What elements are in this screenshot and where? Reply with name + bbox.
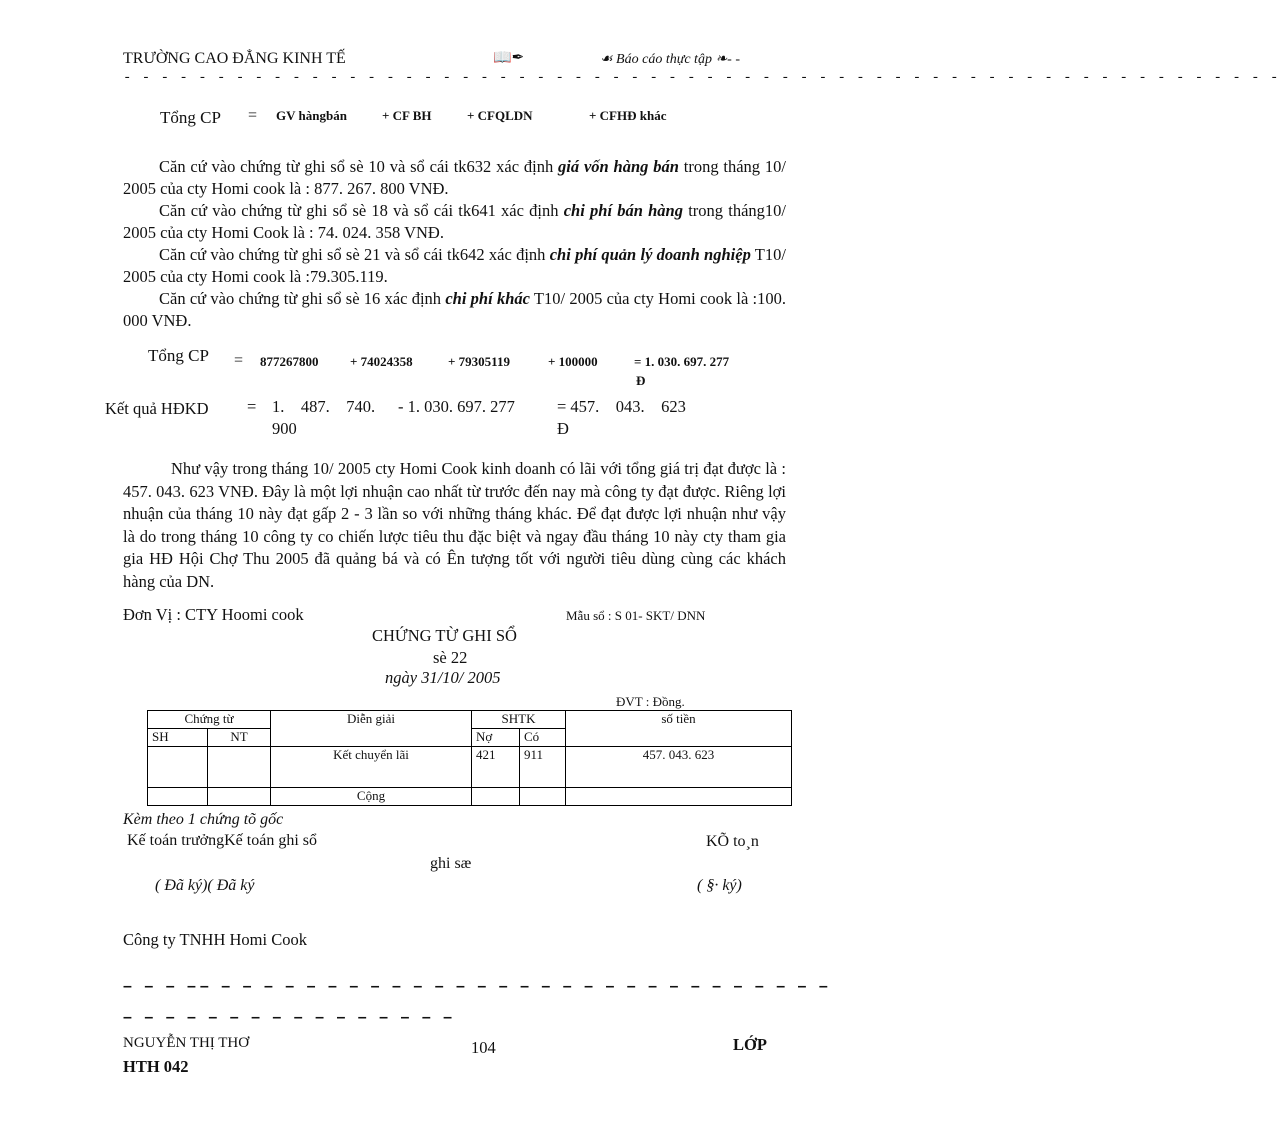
footer-page-number: 104 (471, 1038, 496, 1057)
formula3-term1: 1. 487. 740. (272, 397, 376, 416)
header-doc: Chứng từ (148, 711, 271, 729)
formula2-unit: Đ (636, 373, 646, 388)
formula2-term1: 877267800 (260, 354, 319, 369)
voucher-unit: Đơn Vị : CTY Hoomi cook (123, 605, 304, 624)
formula1-eq: = (248, 107, 258, 124)
formula3-lhs: Kết quả HĐKD (105, 399, 209, 418)
formula2-term3: + 79305119 (448, 354, 510, 369)
formula1-lhs: Tổng CP (160, 108, 221, 127)
signature-left-titles: Kế toán trưởngKế toán ghi sổ (127, 832, 317, 849)
formula1-term4: + CFHĐ khác (589, 108, 667, 123)
table-row (148, 747, 792, 788)
signature-right-signed: ( §· ký) (697, 877, 742, 894)
formula1-term3: + CFQLDN (467, 108, 533, 123)
table-total-row (148, 788, 792, 806)
total-label: Cộng (271, 788, 472, 806)
footer-class-code: HTH 042 (123, 1057, 189, 1076)
voucher-attach: Kèm theo 1 chứng tõ gốc (123, 811, 284, 828)
signature-mid: ghi sæ (430, 855, 472, 872)
formula2-term2: + 74024358 (350, 354, 413, 369)
row-debit: 421 (472, 747, 520, 788)
voucher-currency: ĐVT : Đồng. (616, 694, 685, 709)
formula2-result: = 1. 030. 697. 277 (634, 354, 730, 369)
signature-left-signed: ( Đã ký)( Đã ký (155, 877, 255, 894)
voucher-table (147, 710, 792, 806)
header-sh: SH (148, 729, 208, 747)
book-pen-icon: 📖✒ (493, 50, 525, 66)
paragraph-cogs: Căn cứ vào chứng từ ghi sổ sè 10 và sổ cái tk632 xác định giá vốn hàng bán trong tháng 10/ 2005 của cty Homi cook là : 877. 267. 800 VNĐ. (123, 157, 786, 198)
voucher-form: Mẫu sổ : S 01- SKT/ DNN (566, 608, 706, 623)
paragraph-other-cost: Căn cứ vào chứng từ ghi sổ sè 16 xác định chi phí khác T10/ 2005 của cty Homi cook là :100. 000 VNĐ. (123, 289, 786, 330)
formula2-term4: + 100000 (548, 354, 598, 369)
row-amount: 457. 043. 623 (566, 747, 792, 788)
voucher-number: sè 22 (433, 648, 468, 667)
header-amount: số tiền (566, 711, 792, 747)
paragraph-admin-cost: Căn cứ vào chứng từ ghi sổ sè 21 và sổ cái tk642 xác định chi phí quản lý doanh nghiệp T10/ 2005 của cty Homi cook là :79.305.119. (123, 245, 786, 286)
conclusion-paragraph: Như vậy trong tháng 10/ 2005 cty Homi Cook kinh doanh có lãi với tổng giá trị đạt được là : 457. 043. 623 VNĐ. Đây là một lợi nhuận cao nhất từ trước đến nay mà công ty đạt được. Riêng lợi nhuận của tháng 10 này đạt gấp 2 - 3 lần so với những tháng khác. Để đạt được lợi nhuận như vậy là do trong tháng 10 công ty co chiến lược tiêu thu đặc biệt và ngay đầu tháng 10 này cty tham gia gia HĐ Hội Chợ Thu 2005 đã quảng bá và có Ên tượng tốt với người tiêu dùng cùng các khách hàng của DN. (123, 459, 786, 591)
company-name: Công ty TNHH Homi Cook (123, 930, 307, 949)
header-nt: NT (208, 729, 271, 747)
row-desc: Kết chuyển lãi (271, 747, 472, 788)
header-dashes: - - - - - - - - - - - - - - - - - - - - - - - - - - - - - - - - - - - - - - - - - - - - - - - - - - - - - - - - - - - - - - (123, 70, 1279, 86)
header-report: ☙ Báo cáo thực tập ❧- - (600, 52, 740, 67)
footer-dashes-2: – – – – – – – – – – – – – – – – (123, 1009, 457, 1026)
formula3-unit: Đ (557, 419, 569, 438)
header-credit: Có (520, 729, 566, 747)
footer-author: NGUYỄN THỊ THƠ (123, 1035, 250, 1051)
paragraph-selling-cost: Căn cứ vào chứng từ ghi sổ sè 18 và sổ cái tk641 xác định chi phí bán hàng trong tháng10/ 2005 của cty Homi Cook là : 74. 024. 358 VNĐ. (123, 201, 786, 242)
table-header-row (148, 711, 792, 729)
header-acct: SHTK (472, 711, 566, 729)
header-school: TRƯỜNG CAO ĐẲNG KINH TẾ (123, 50, 346, 67)
formula3-result: = 457. 043. 623 (557, 397, 686, 416)
signature-right-title: KÕ to¸n (706, 833, 759, 850)
row-credit: 911 (520, 747, 566, 788)
footer-dashes-1: – – – –– – – – – – – – – – – – – – – – – – – – – – – – – – – – – – (123, 978, 832, 995)
header-desc: Diễn giải (271, 711, 472, 747)
formula2-eq: = (234, 352, 244, 369)
voucher-title: CHỨNG TỪ GHI SỔ (372, 626, 517, 645)
formula1-term2: + CF BH (382, 108, 432, 123)
formula3-term1-cont: 900 (272, 419, 297, 438)
formula2-lhs: Tổng CP (148, 346, 209, 365)
formula1-term1: GV hàngbán (276, 108, 347, 123)
formula3-term2: - 1. 030. 697. 277 (398, 397, 515, 416)
footer-class-label: LỚP (733, 1035, 767, 1054)
header-debit: Nợ (472, 729, 520, 747)
body-paragraphs (123, 156, 786, 332)
voucher-date: ngày 31/10/ 2005 (385, 668, 501, 687)
formula3-eq: = (247, 397, 257, 416)
